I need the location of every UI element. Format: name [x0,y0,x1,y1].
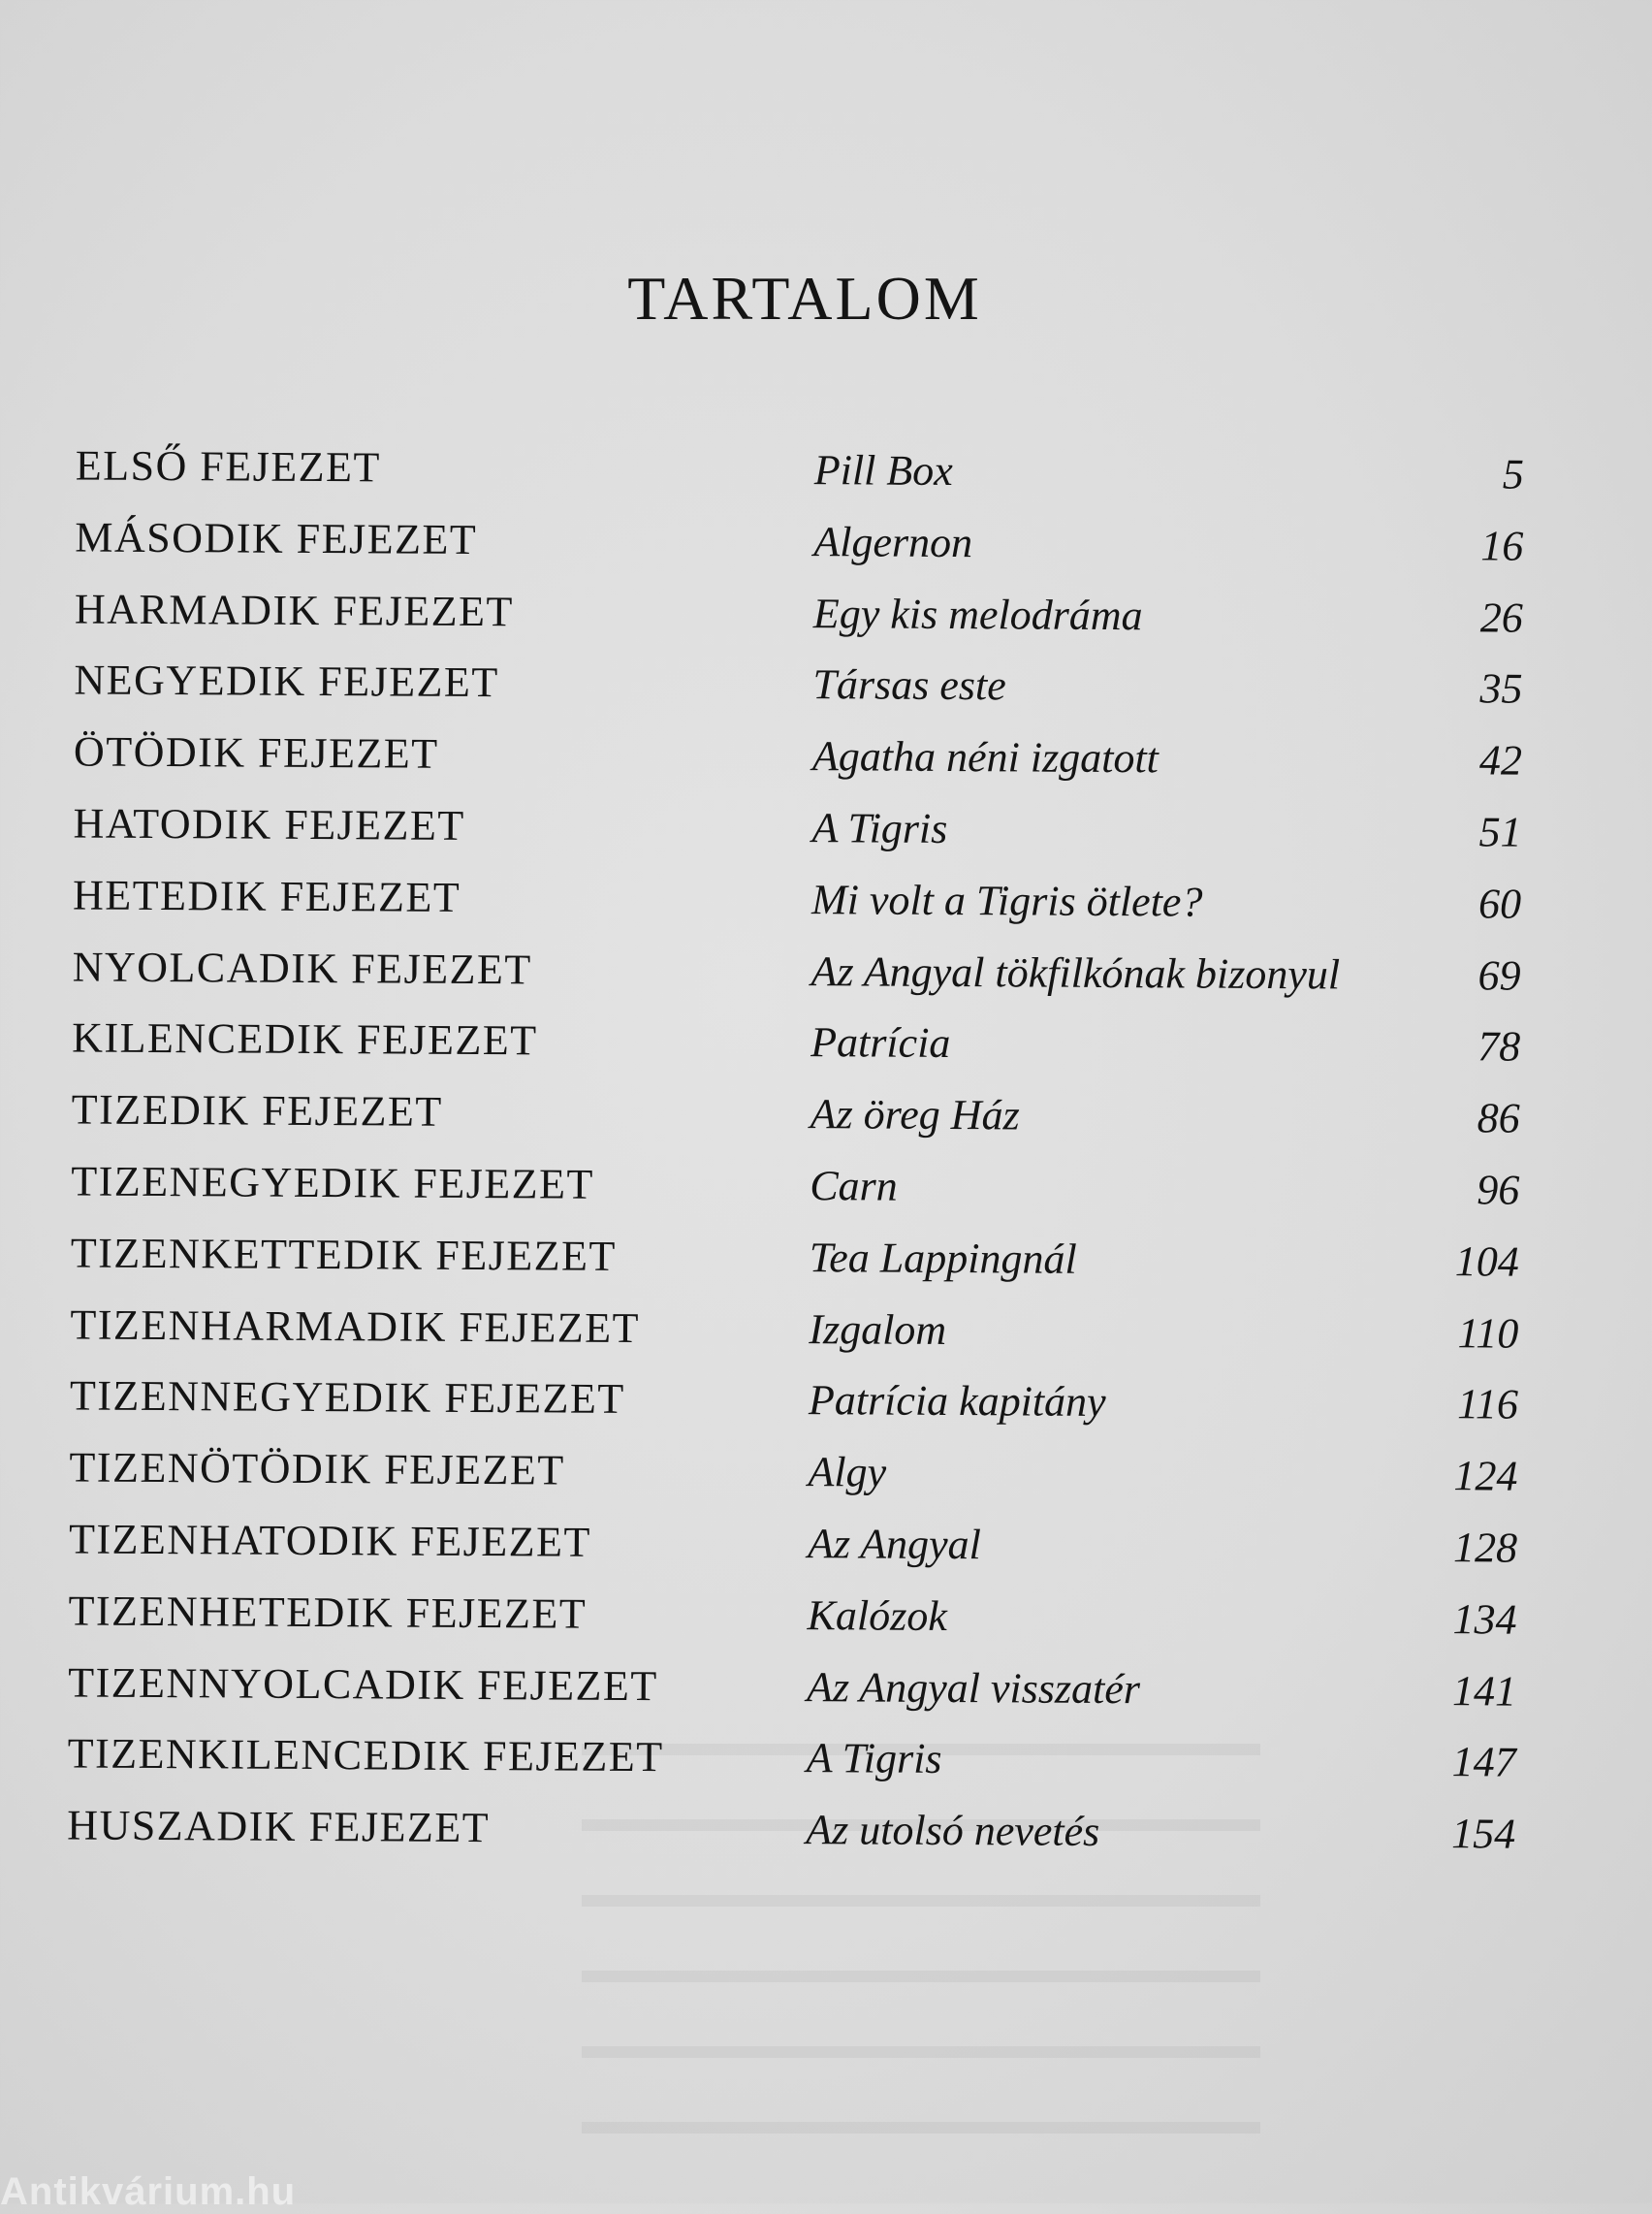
table-of-contents [0,436,1652,1877]
page-number: 96 [1477,1166,1520,1214]
chapter-label: ÖTÖDIK FEJEZET [73,727,439,778]
page-number: 5 [1502,450,1524,498]
page-number: 147 [1451,1738,1516,1786]
chapter-title: Izgalom [809,1304,947,1354]
chapter-title: Mi volt a Tigris ötlete? [810,875,1203,926]
chapter-title: Kalózok [807,1590,947,1640]
chapter-label: TIZENKILENCEDIK FEJEZET [67,1729,664,1781]
chapter-title: Az öreg Ház [810,1090,1020,1139]
chapter-label: TIZENNEGYEDIK FEJEZET [69,1371,625,1424]
chapter-label: TIZENHETEDIK FEJEZET [68,1587,588,1638]
chapter-title: Az Angyal [807,1520,982,1569]
page-number: 141 [1451,1666,1517,1716]
chapter-label: TIZENÖTÖDIK FEJEZET [69,1443,565,1494]
toc-row [0,436,1652,518]
chapter-label: HARMADIK FEJEZET [74,585,515,635]
toc-row [0,722,1650,804]
page-number: 60 [1477,880,1522,928]
page-number: 26 [1479,593,1524,642]
chapter-title: Algernon [813,517,973,566]
chapter-title: Az utolsó nevetés [806,1806,1100,1856]
toc-row [0,1080,1648,1162]
page-number: 104 [1454,1236,1519,1286]
page-number: 42 [1478,736,1523,785]
chapter-title: Társas este [812,660,1006,710]
chapter-title: Az Angyal visszatér [806,1662,1141,1713]
page-title: TARTALOM [627,263,982,333]
toc-row [0,1796,1643,1877]
chapter-label: TIZENEGYEDIK FEJEZET [71,1157,594,1208]
page-number: 51 [1478,808,1522,856]
chapter-title: Pill Box [813,446,953,496]
chapter-label: TIZENKETTEDIK FEJEZET [70,1229,618,1280]
chapter-title: Carn [810,1162,898,1210]
page-number: 134 [1452,1594,1517,1644]
page-number: 154 [1451,1810,1516,1858]
chapter-title: Patrícia kapitány [808,1376,1106,1427]
page-number: 128 [1452,1524,1518,1572]
chapter-title: Agatha néni izgatott [811,732,1160,783]
page-number: 116 [1457,1380,1519,1428]
toc-row [0,1366,1646,1448]
chapter-label: NEGYEDIK FEJEZET [74,656,499,707]
toc-row [0,1296,1647,1377]
toc-row [0,1224,1647,1305]
toc-row [0,1724,1644,1806]
chapter-label: MÁSODIK FEJEZET [75,513,478,563]
toc-row [0,1510,1645,1591]
toc-row [0,866,1649,947]
chapter-label: TIZEDIK FEJEZET [71,1085,443,1136]
chapter-label: HATODIK FEJEZET [73,799,465,850]
chapter-label: TIZENNYOLCADIK FEJEZET [68,1657,658,1710]
chapter-label: TIZENHATODIK FEJEZET [68,1515,591,1566]
site-watermark: Antikvárium.hu [0,2170,297,2213]
toc-row [0,508,1652,590]
toc-row [0,1582,1645,1663]
chapter-label: NYOLCADIK FEJEZET [72,943,532,993]
page-number: 110 [1457,1308,1519,1358]
toc-row [0,794,1650,876]
toc-row [0,651,1651,732]
chapter-title: Patrícia [810,1018,951,1068]
page-number: 35 [1479,664,1523,713]
chapter-label: TIZENHARMADIK FEJEZET [70,1300,641,1352]
toc-row [0,1438,1646,1520]
chapter-title: Az Angyal tökfilkónak bizonyul [810,947,1341,999]
chapter-title: Egy kis melodráma [812,589,1143,639]
toc-row [0,1152,1647,1234]
page-number: 16 [1480,522,1524,570]
page-number: 124 [1453,1452,1518,1500]
toc-row [0,938,1649,1019]
chapter-label: HETEDIK FEJEZET [72,871,461,921]
toc-row [0,580,1651,661]
chapter-title: A Tigris [811,804,948,852]
toc-row [0,1653,1644,1735]
chapter-title: A Tigris [806,1734,942,1783]
chapter-label: ELSŐ FEJEZET [75,441,381,492]
page-number: 69 [1477,950,1521,1000]
toc-row [0,1009,1648,1090]
chapter-label: KILENCEDIK FEJEZET [72,1013,538,1065]
chapter-title: Algy [808,1448,887,1496]
chapter-title: Tea Lappingnál [809,1233,1077,1283]
page-number: 86 [1477,1094,1520,1142]
chapter-label: HUSZADIK FEJEZET [67,1801,491,1852]
page-number: 78 [1477,1022,1521,1071]
